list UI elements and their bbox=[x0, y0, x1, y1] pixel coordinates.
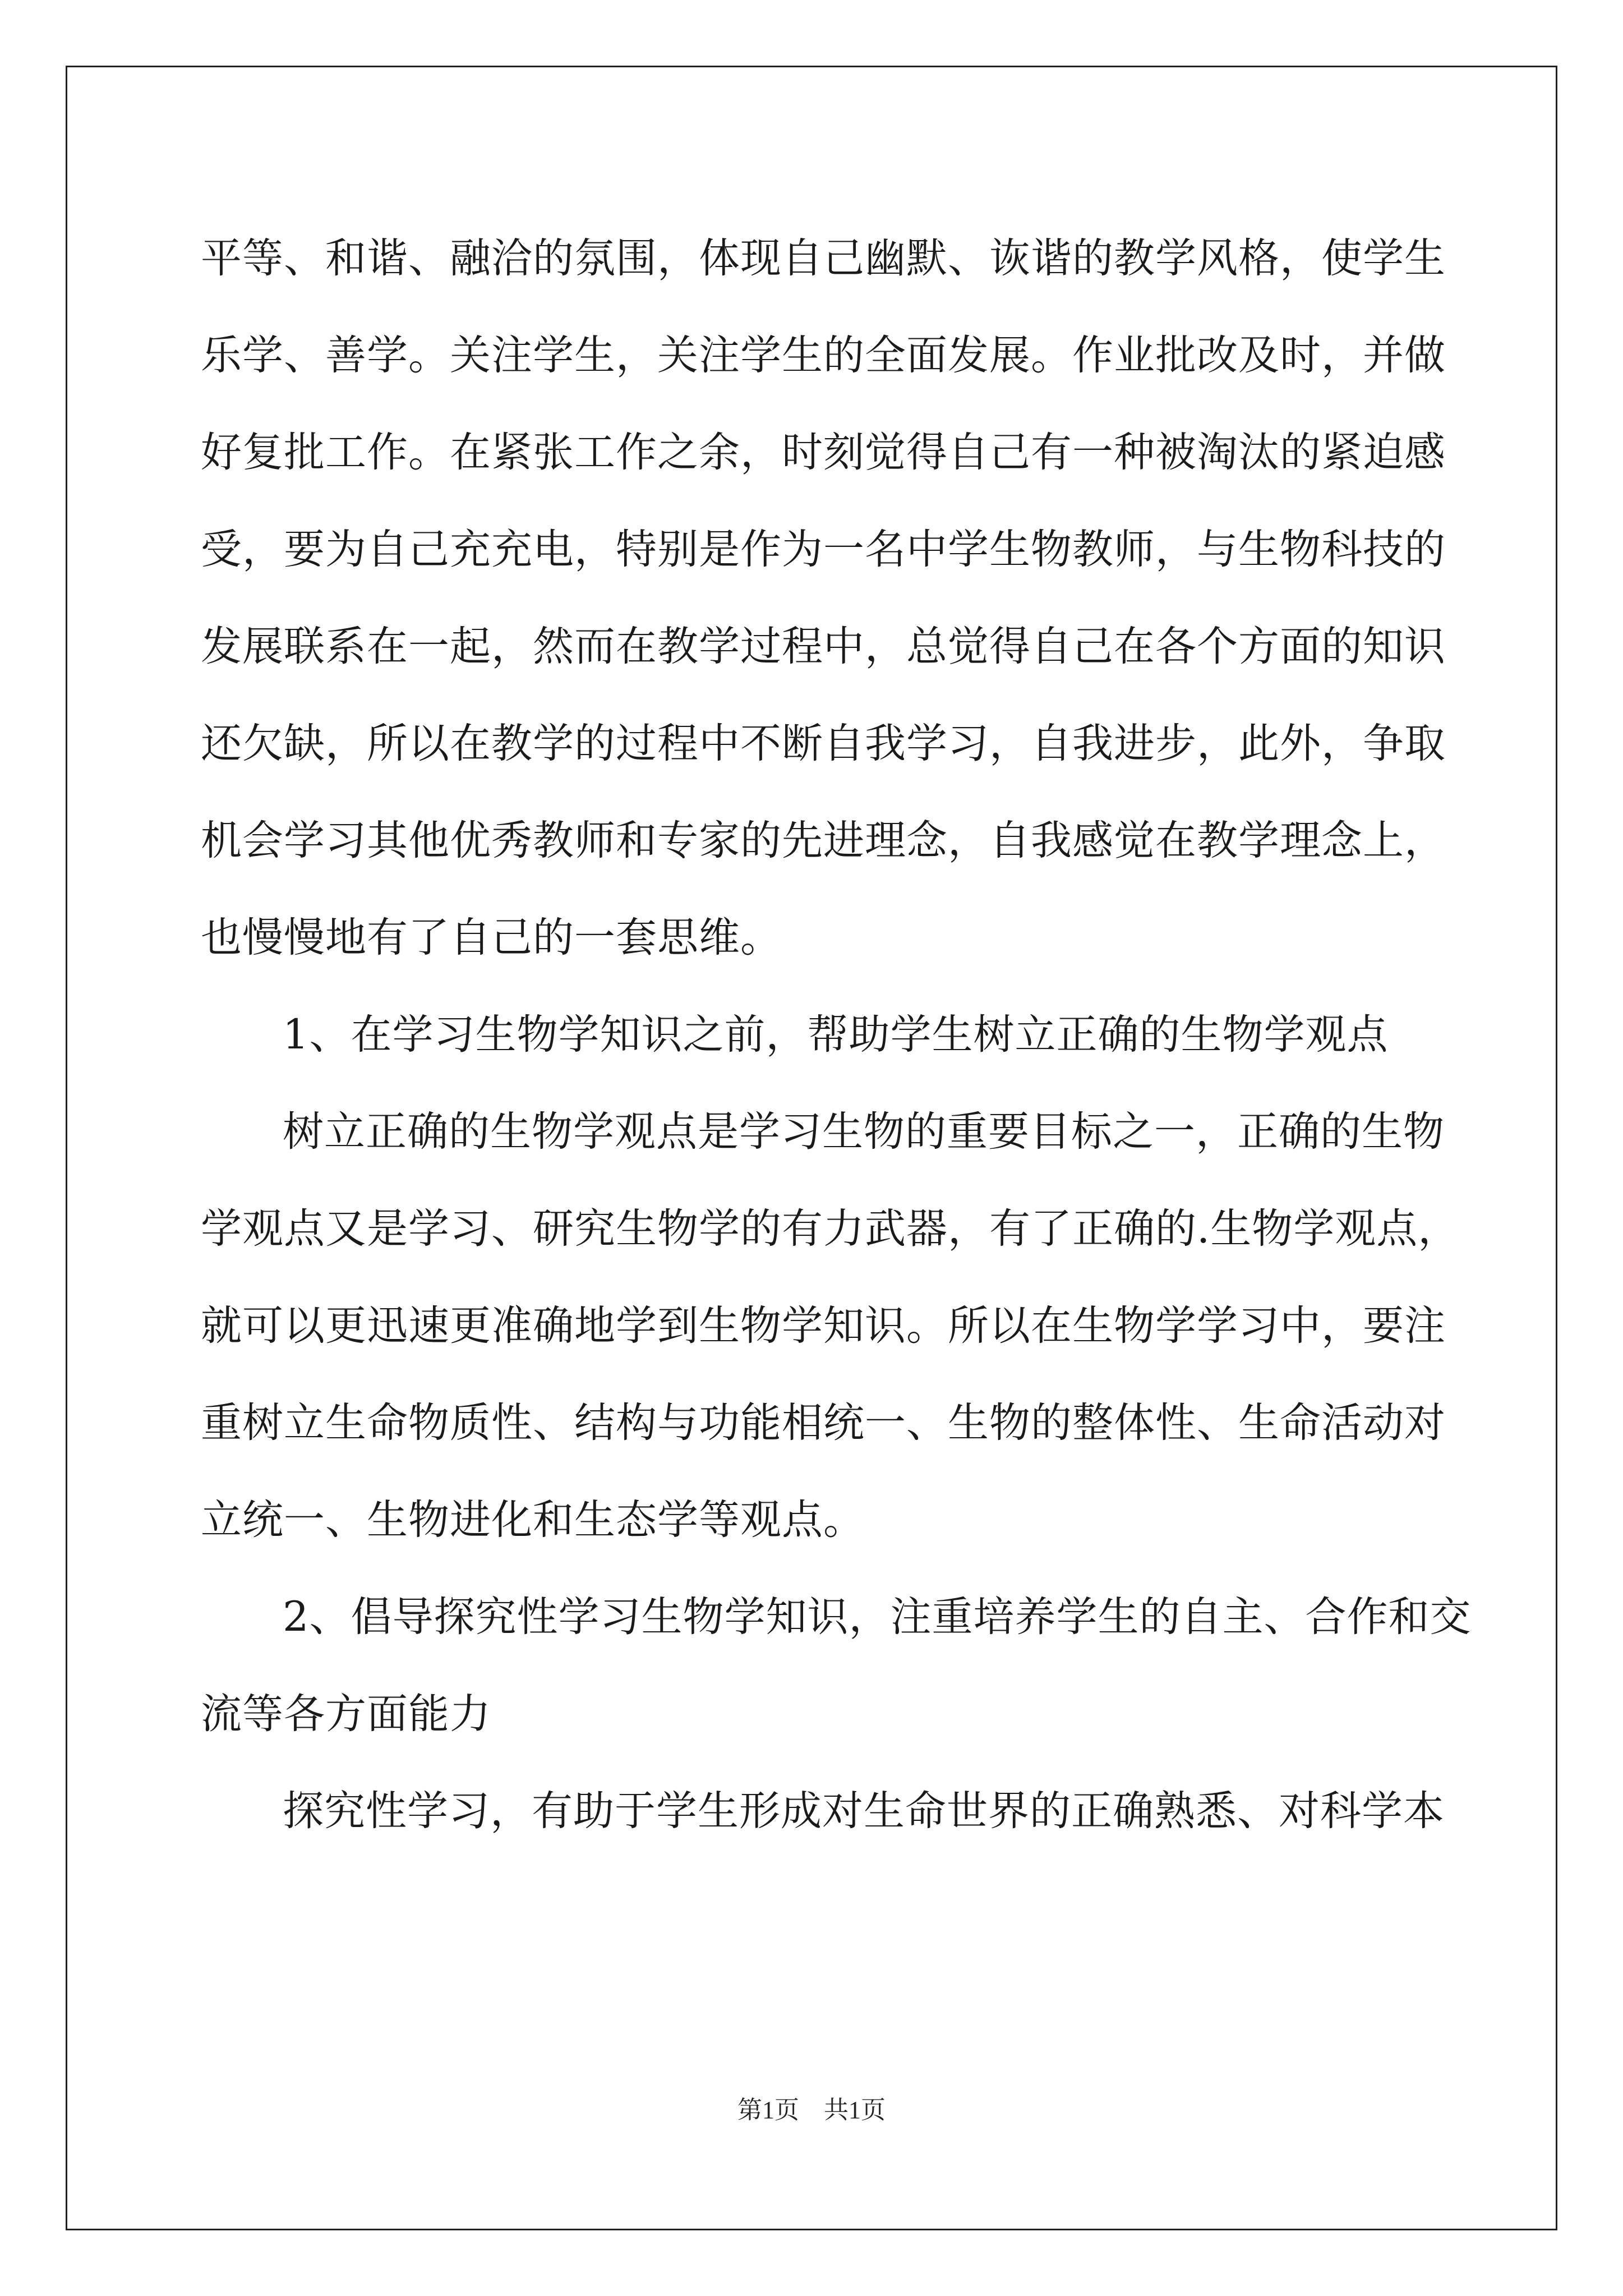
paragraph-line: 发展联系在一起，然而在教学过程中，总觉得自己在各个方面的知识 bbox=[201, 623, 1446, 670]
paragraph-line: 就可以更迅速更准确地学到生物学知识。所以在生物学学习中，要注 bbox=[201, 1302, 1446, 1350]
paragraph-line: 探究性学习，有助于学生形成对生命世界的正确熟悉、对科学本 bbox=[283, 1787, 1445, 1835]
paragraph-line: 学观点又是学习、研究生物学的有力武器，有了正确的.生物学观点， bbox=[201, 1205, 1460, 1253]
paragraph-line: 立统一、生物进化和生态学等观点。 bbox=[201, 1496, 865, 1544]
section-heading-2: 2、倡导探究性学习生物学知识，注重培养学生的自主、合作和交 bbox=[283, 1593, 1472, 1641]
paragraph-line: 也慢慢地有了自己的一套思维。 bbox=[201, 914, 782, 961]
section-heading-2-cont: 流等各方面能力 bbox=[201, 1690, 491, 1738]
paragraph-line: 树立正确的生物学观点是学习生物的重要目标之一，正确的生物 bbox=[283, 1108, 1445, 1156]
paragraph-line: 平等、和谐、融洽的氛围，体现自己幽默、诙谐的教学风格，使学生 bbox=[201, 234, 1446, 282]
page-number-footer: 第1页 共1页 bbox=[737, 2096, 886, 2124]
document-body bbox=[201, 210, 1472, 1860]
section-heading-1: 1、在学习生物学知识之前，帮助学生树立正确的生物学观点 bbox=[283, 1011, 1389, 1059]
paragraph-line: 乐学、善学。关注学生，关注学生的全面发展。作业批改及时，并做 bbox=[201, 332, 1446, 379]
paragraph-line: 机会学习其他优秀教师和专家的先进理念，自我感觉在教学理念上， bbox=[201, 817, 1446, 864]
paragraph-line: 重树立生命物质性、结构与功能相统一、生物的整体性、生命活动对 bbox=[201, 1399, 1446, 1447]
paragraph-line: 受，要为自己充充电，特别是作为一名中学生物教师，与生物科技的 bbox=[201, 526, 1446, 573]
paragraph-line: 还欠缺，所以在教学的过程中不断自我学习，自我进步，此外，争取 bbox=[201, 720, 1446, 767]
paragraph-line: 好复批工作。在紧张工作之余，时刻觉得自己有一种被淘汰的紧迫感 bbox=[201, 429, 1446, 476]
